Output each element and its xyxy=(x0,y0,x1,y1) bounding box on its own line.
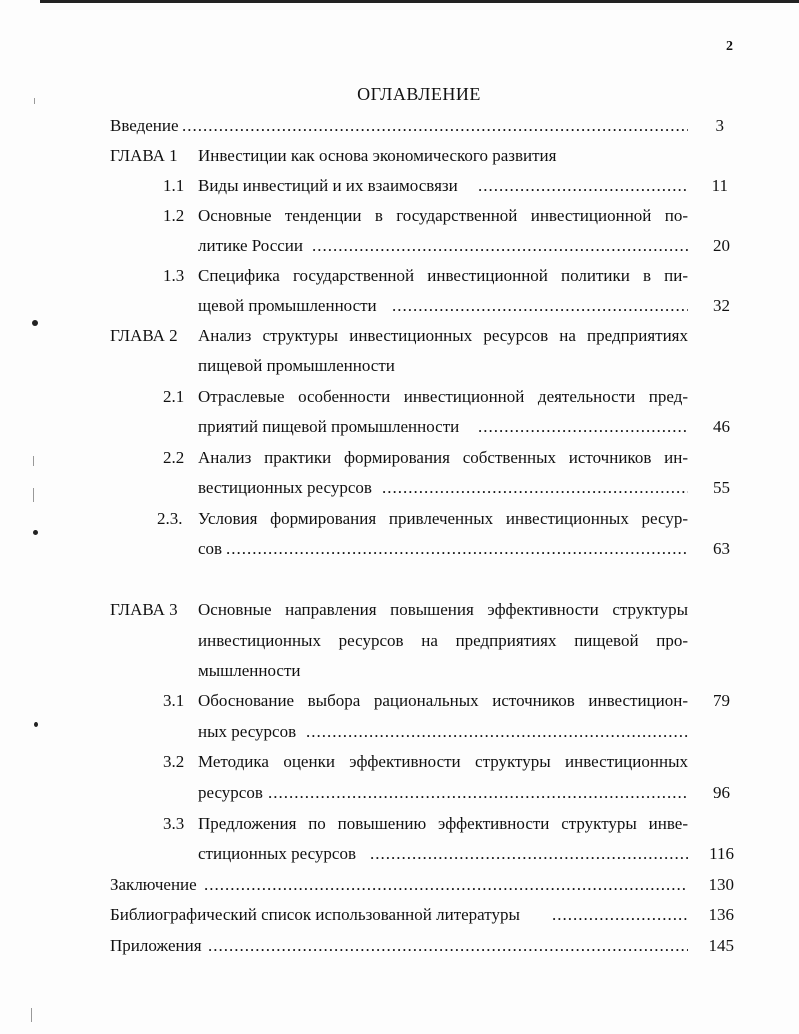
toc-chapter-title: Анализ структуры инвестиционных ресурсов на предприятиях xyxy=(198,326,688,345)
toc-leader xyxy=(226,539,688,559)
toc-section-number: 3.3 xyxy=(163,814,185,833)
toc-leader xyxy=(268,783,688,803)
toc-leader xyxy=(392,296,688,316)
toc-section-title: Отраслевые особенности инвестиционной деятельности пред- xyxy=(198,387,688,406)
scan-tick xyxy=(33,488,34,502)
page-number: 2 xyxy=(726,39,733,54)
toc-section-page: 32 xyxy=(713,296,730,315)
toc-leader xyxy=(312,236,688,256)
toc-section-title: Анализ практики формирования собственных источников ин- xyxy=(198,448,688,467)
toc-leader xyxy=(478,176,688,196)
toc-title: ОГЛАВЛЕНИЕ xyxy=(357,84,481,104)
toc-section-title: Основные тенденции в государственной инвестиционной по- xyxy=(198,206,688,225)
scan-speck xyxy=(33,530,38,535)
scan-tick xyxy=(31,1008,32,1022)
toc-chapter-title-cont: мышленности xyxy=(198,661,301,680)
toc-section-title-cont: стиционных ресурсов xyxy=(198,844,356,863)
toc-chapter-number: ГЛАВА 1 xyxy=(110,146,178,165)
toc-bibliography-page: 136 xyxy=(708,905,734,924)
toc-section-number: 3.1 xyxy=(163,691,185,710)
toc-section-page: 46 xyxy=(713,417,730,436)
toc-section-title: Условия формирования привлеченных инвестиционных ресур- xyxy=(198,509,688,528)
toc-section-page: 20 xyxy=(713,236,730,255)
toc-section-title-cont: приятий пищевой промышленности xyxy=(198,417,460,436)
toc-bibliography-label: Библиографический список использованной литературы xyxy=(110,905,520,924)
toc-section-title-cont: вестиционных ресурсов xyxy=(198,478,372,497)
toc-section-title: Обоснование выбора рациональных источников инвестицион- xyxy=(198,691,688,710)
toc-chapter-title: Инвестиции как основа экономического развития xyxy=(198,146,557,165)
top-border-line xyxy=(40,0,799,3)
scan-tick xyxy=(34,98,35,104)
toc-section-number: 1.1 xyxy=(163,176,185,195)
toc-conclusion-page: 130 xyxy=(708,875,734,894)
toc-chapter-number: ГЛАВА 2 xyxy=(110,326,178,345)
toc-chapter-title-cont: пищевой промышленности xyxy=(198,356,395,375)
scan-speck xyxy=(32,320,38,326)
toc-section-number: 1.2 xyxy=(163,206,185,225)
toc-section-title: Предложения по повышению эффективности структуры инве- xyxy=(198,814,688,833)
toc-leader xyxy=(382,478,688,498)
toc-section-title-cont: ных ресурсов xyxy=(198,722,297,741)
toc-section-title-cont: литике России xyxy=(198,236,303,255)
toc-section-number: 2.3. xyxy=(157,509,183,528)
toc-leader xyxy=(208,936,688,956)
toc-section-number: 3.2 xyxy=(163,752,185,771)
toc-section-page: 11 xyxy=(711,176,728,195)
toc-leader xyxy=(204,875,688,895)
toc-section-title: Специфика государственной инвестиционной политики в пи- xyxy=(198,266,688,285)
toc-section-title-cont: сов xyxy=(198,539,223,558)
toc-section-page: 79 xyxy=(713,691,730,710)
toc-conclusion-label: Заключение xyxy=(110,875,197,894)
scan-tick xyxy=(33,456,34,466)
toc-section-title-cont: ресурсов xyxy=(198,783,263,802)
toc-section-page: 116 xyxy=(709,844,734,863)
toc-section-number: 1.3 xyxy=(163,266,185,285)
toc-section-title: Виды инвестиций и их взаимосвязи xyxy=(198,176,458,195)
scan-speck xyxy=(34,722,38,727)
toc-section-number: 2.1 xyxy=(163,387,185,406)
toc-section-title-cont: щевой промышленности xyxy=(198,296,377,315)
toc-chapter-title-cont: инвестиционных ресурсов на предприятиях пищевой про- xyxy=(198,631,688,650)
toc-section-page: 96 xyxy=(713,783,730,802)
toc-section-title: Методика оценки эффективности структуры инвестиционных xyxy=(198,752,688,771)
toc-leader xyxy=(552,905,688,925)
toc-chapter-number: ГЛАВА 3 xyxy=(110,600,178,619)
toc-appendices-page: 145 xyxy=(708,936,734,955)
toc-leader xyxy=(370,844,688,864)
toc-section-number: 2.2 xyxy=(163,448,185,467)
toc-leader xyxy=(306,722,688,742)
toc-intro-page: 3 xyxy=(715,116,724,135)
toc-leader xyxy=(478,417,688,437)
toc-appendices-label: Приложения xyxy=(110,936,202,955)
toc-section-page: 55 xyxy=(713,478,730,497)
toc-chapter-title: Основные направления повышения эффективности структуры xyxy=(198,600,688,619)
toc-intro-label: Введение xyxy=(110,116,179,135)
toc-leader xyxy=(182,116,688,136)
toc-section-page: 63 xyxy=(713,539,730,558)
